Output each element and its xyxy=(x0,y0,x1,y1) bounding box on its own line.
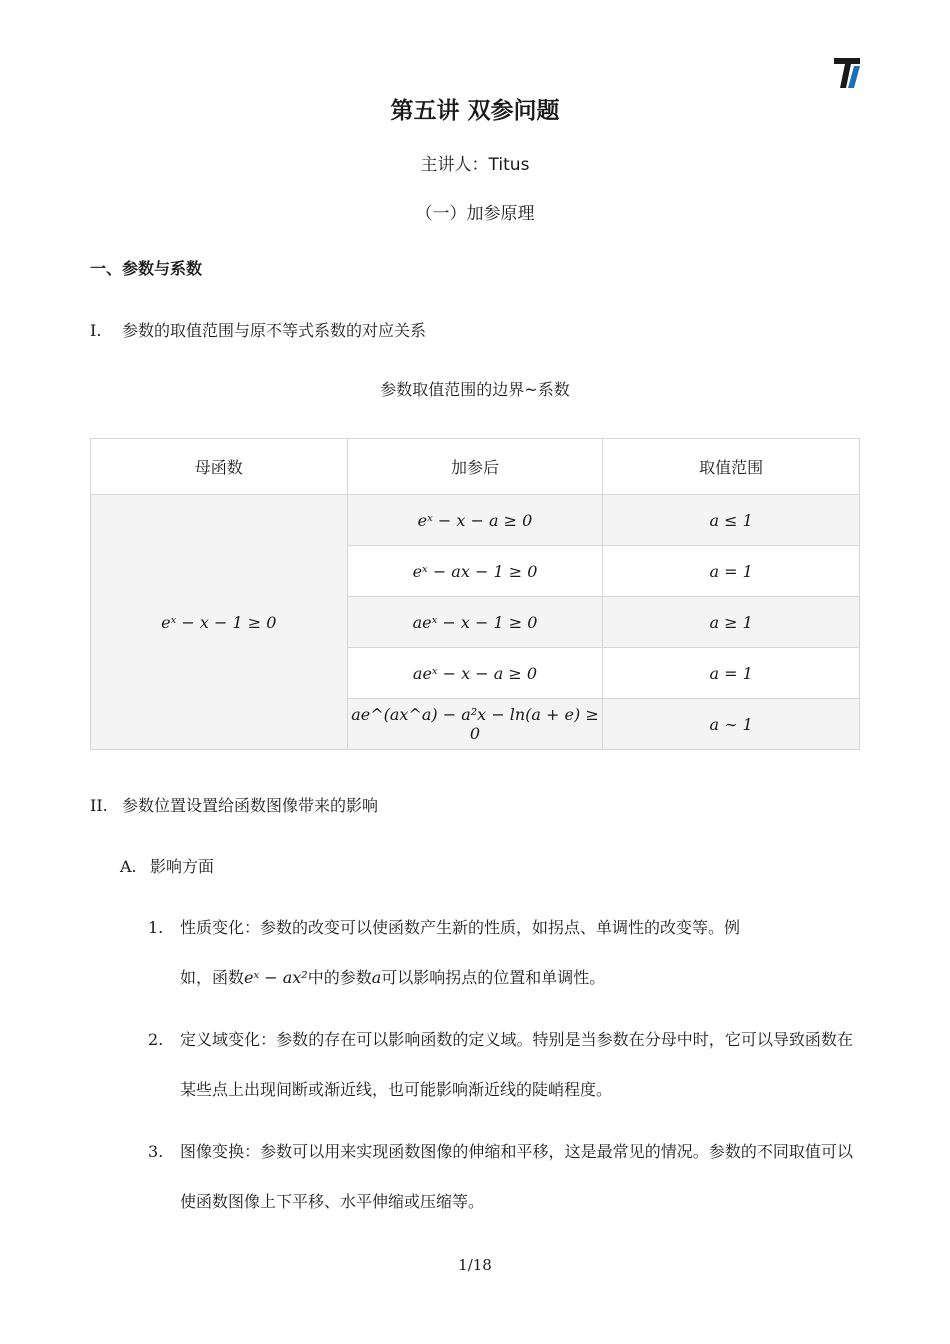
range-cell: a ≤ 1 xyxy=(603,495,860,546)
header-mother-function: 母函数 xyxy=(91,439,348,495)
item-1-post: 可以影响拐点的位置和单调性。 xyxy=(381,968,606,987)
table-header-row xyxy=(91,439,860,495)
subsection-a-heading xyxy=(120,854,214,877)
page-title: 第五讲 双参问题 xyxy=(390,98,560,124)
range-cell: a = 1 xyxy=(603,648,860,699)
list-item xyxy=(148,903,853,1003)
list-item xyxy=(148,1015,853,1115)
part-2-number: II. xyxy=(90,796,108,815)
list-item-text: 图像变换：参数可以用来实现函数图像的伸缩和平移，这是最常见的情况。参数的不同取值可以使函数图像上下平移、水平伸缩或压缩等。 xyxy=(180,1142,853,1211)
list-item xyxy=(148,1127,853,1227)
list-item-text: 定义域变化：参数的存在可以影响函数的定义域。特别是当参数在分母中时，它可以导致函数在某些点上出现间断或渐近线，也可能影响渐近线的陡峭程度。 xyxy=(180,1030,853,1099)
header-with-parameter: 加参后 xyxy=(347,439,603,495)
expr-cell: eˣ − x − a ≥ 0 xyxy=(347,495,603,546)
item-1-expression: eˣ − ax² xyxy=(244,968,308,987)
table-row xyxy=(91,495,860,546)
lecturer-line: 主讲人：Titus xyxy=(420,155,530,175)
list-item-number: 2. xyxy=(148,1030,164,1049)
range-cell: a ≥ 1 xyxy=(603,597,860,648)
item-1-variable: a xyxy=(371,968,382,987)
part-1-number: I. xyxy=(90,321,102,340)
section-subtitle: （一）加参原理 xyxy=(415,204,535,224)
list-item-number: 3. xyxy=(148,1142,164,1161)
item-1-line-1: 性质变化：参数的改变可以使函数产生新的性质，如拐点、单调性的改变等。例 xyxy=(180,918,741,937)
part-1-text: 参数的取值范围与原不等式系数的对应关系 xyxy=(122,321,427,340)
subsection-a-text: 影响方面 xyxy=(150,857,215,876)
expr-cell: eˣ − ax − 1 ≥ 0 xyxy=(347,546,603,597)
part-1-heading xyxy=(90,318,426,341)
list-item-number: 1. xyxy=(148,918,164,937)
expr-cell: aeˣ − x − a ≥ 0 xyxy=(347,648,603,699)
range-cell: a = 1 xyxy=(603,546,860,597)
range-cell: a ∼ 1 xyxy=(603,699,860,750)
expr-cell: ae^(ax^a) − a²x − ln(a + e) ≥ 0 xyxy=(347,699,603,750)
subsection-a-number: A. xyxy=(120,857,137,876)
item-1-pre: 如，函数 xyxy=(180,968,245,987)
item-1-mid: 中的参数 xyxy=(307,968,372,987)
list-item-text xyxy=(180,903,853,1003)
mother-function-cell: eˣ − x − 1 ≥ 0 xyxy=(91,495,348,750)
table-caption: 参数取值范围的边界~系数 xyxy=(380,380,570,399)
parameter-table xyxy=(90,438,860,750)
part-2-heading xyxy=(90,793,378,816)
part-2-text: 参数位置设置给函数图像带来的影响 xyxy=(122,796,379,815)
section-heading: 一、参数与系数 xyxy=(90,259,203,278)
page-number: 1/18 xyxy=(458,1256,492,1274)
logo-icon xyxy=(832,56,862,90)
header-range: 取值范围 xyxy=(603,439,860,495)
expr-cell: aeˣ − x − 1 ≥ 0 xyxy=(347,597,603,648)
